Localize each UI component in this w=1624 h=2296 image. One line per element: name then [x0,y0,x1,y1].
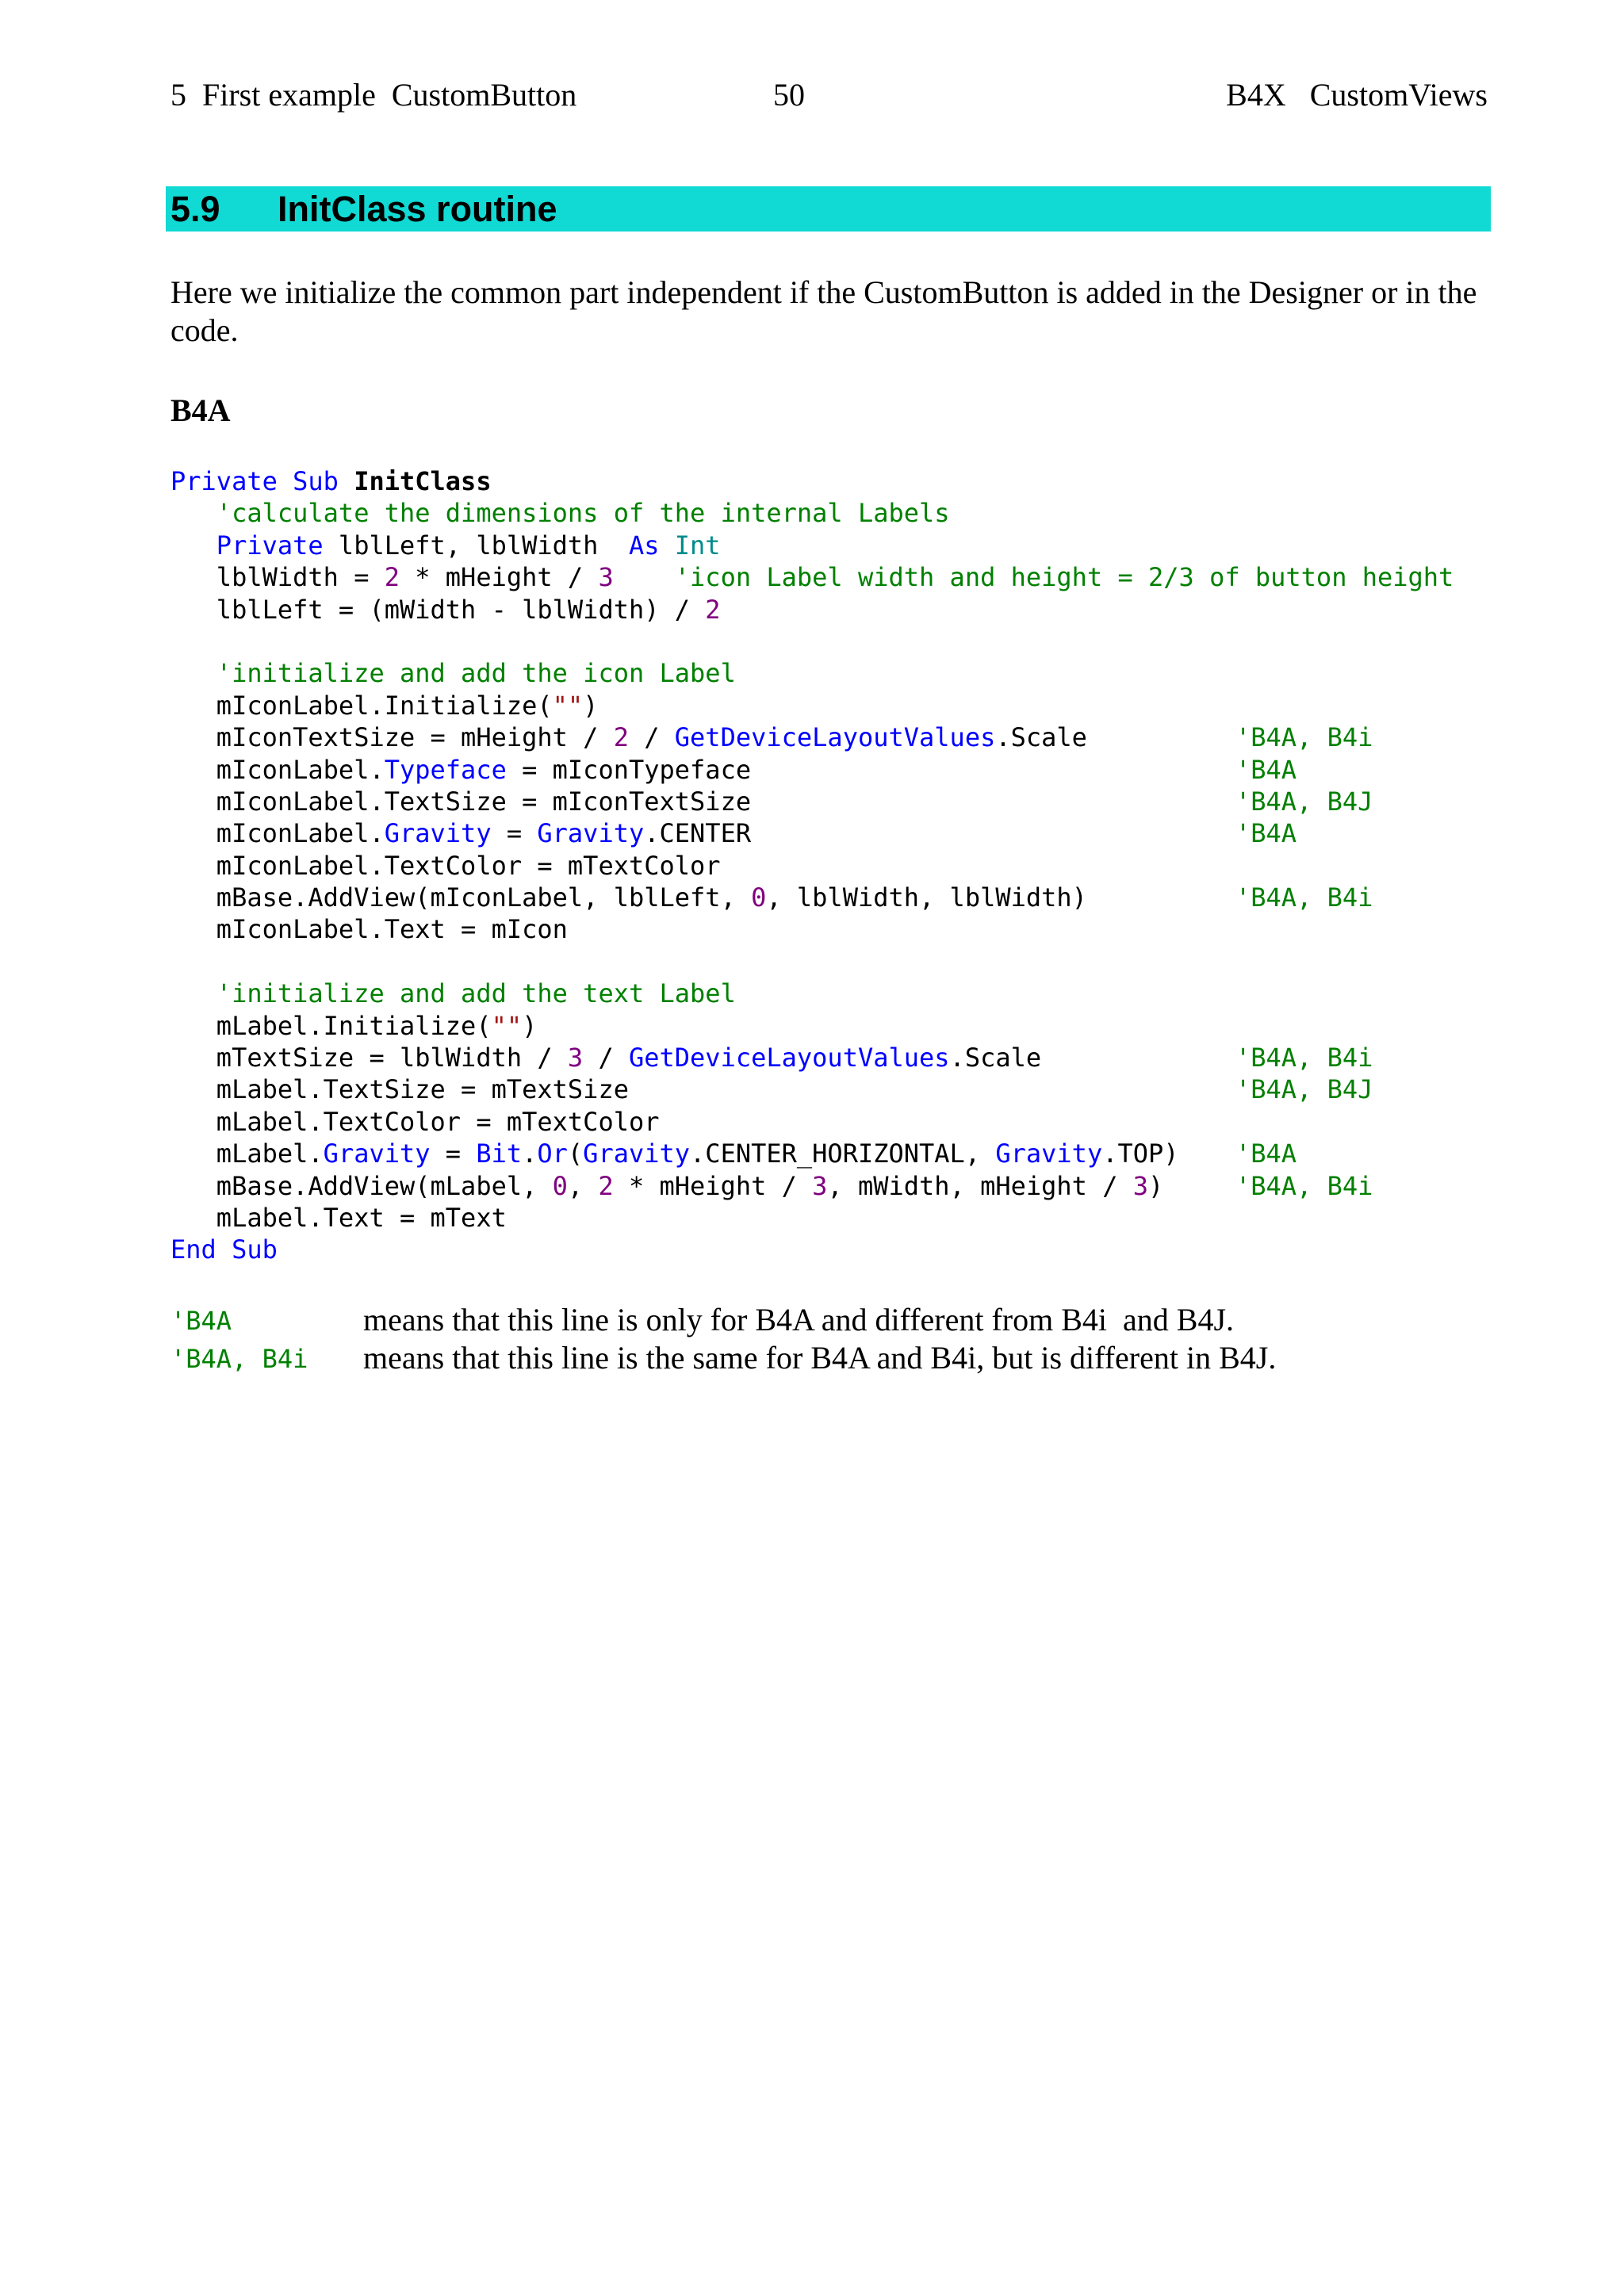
code-line: Private lblLeft, lblWidth As Int [216,530,721,561]
header-book-title: B4X CustomViews [1226,77,1488,113]
platform-tag: 'B4A, B4i [1235,722,1373,753]
platform-tag: 'B4A, B4J [1235,786,1373,817]
code-block [170,465,1519,1266]
code-line: Private Sub InitClass [170,466,492,496]
tag-legend [170,1301,1519,1377]
intro-paragraph: Here we initialize the common part independent if the CustomButton is added in the Designer or in the code. [170,274,1477,348]
code-line: 'initialize and add the text Label [216,978,736,1009]
legend-text: means that this line is the same for B4A and B4i, but is different in B4J. [363,1340,1277,1376]
code-line: mIconLabel.Text = mIcon [216,914,568,945]
code-line: mIconLabel.TextColor = mTextColor [216,850,721,881]
platform-tag: 'B4A, B4i [1235,1170,1373,1201]
header-page-number: 50 [773,77,805,113]
code-line: 'calculate the dimensions of the internal Labels [216,498,950,529]
code-line: mTextSize = lblWidth / 3 / GetDeviceLayoutValues.Scale 'B4A, B4i [216,1043,1373,1073]
page-header [170,76,1488,124]
code-line: mIconLabel.TextSize = mIconTextSize 'B4A, B4J [216,786,1373,817]
code-line-blank [170,946,1519,978]
code-line: mLabel.TextSize = mTextSize 'B4A, B4J [216,1074,1373,1105]
code-line-blank [170,626,1519,657]
code-line: lblWidth = 2 * mHeight / 3 'icon Label width and height = 2/3 of button height [216,562,1454,593]
platform-tag: 'B4A [1235,1138,1297,1169]
platform-tag: 'B4A, B4i [1235,1043,1373,1073]
platform-subheading: B4A [170,392,231,428]
code-line: mIconLabel.Gravity = Gravity.CENTER 'B4A [216,818,1297,849]
code-line: mLabel.TextColor = mTextColor [216,1106,660,1137]
code-line: mLabel.Initialize("") [216,1010,538,1041]
platform-tag: 'B4A [1235,818,1297,849]
legend-key: 'B4A, B4i [170,1344,308,1374]
code-line: mBase.AddView(mIconLabel, lblLeft, 0, lblWidth, lblWidth) 'B4A, B4i [216,882,1373,913]
code-line: 'initialize and add the icon Label [216,658,736,689]
section-heading [166,186,1491,232]
code-line: mIconTextSize = mHeight / 2 / GetDeviceLayoutValues.Scale 'B4A, B4i [216,722,1373,753]
header-chapter: 5 First example CustomButton [170,77,577,113]
code-line: mIconLabel.Initialize("") [216,690,599,721]
legend-key: 'B4A [170,1306,232,1336]
code-line: End Sub [170,1234,278,1265]
code-line: lblLeft = (mWidth - lblWidth) / 2 [216,594,721,625]
code-line: mBase.AddView(mLabel, 0, 2 * mHeight / 3, mWidth, mHeight / 3) 'B4A, B4i [216,1170,1373,1201]
code-line: mLabel.Text = mText [216,1202,507,1233]
code-line: mIconLabel.Typeface = mIconTypeface 'B4A [216,754,1297,785]
code-line: mLabel.Gravity = Bit.Or(Gravity.CENTER_HORIZONTAL, Gravity.TOP) 'B4A [216,1138,1297,1169]
platform-tag: 'B4A, B4i [1235,882,1373,913]
platform-tag: 'B4A, B4J [1235,1074,1373,1105]
legend-row [170,1339,1519,1377]
section-title: InitClass routine [278,189,557,229]
legend-text: means that this line is only for B4A and different from B4i and B4J. [363,1302,1235,1337]
platform-tag: 'B4A [1235,754,1297,785]
legend-row [170,1301,1519,1339]
section-number: 5.9 [170,189,220,229]
